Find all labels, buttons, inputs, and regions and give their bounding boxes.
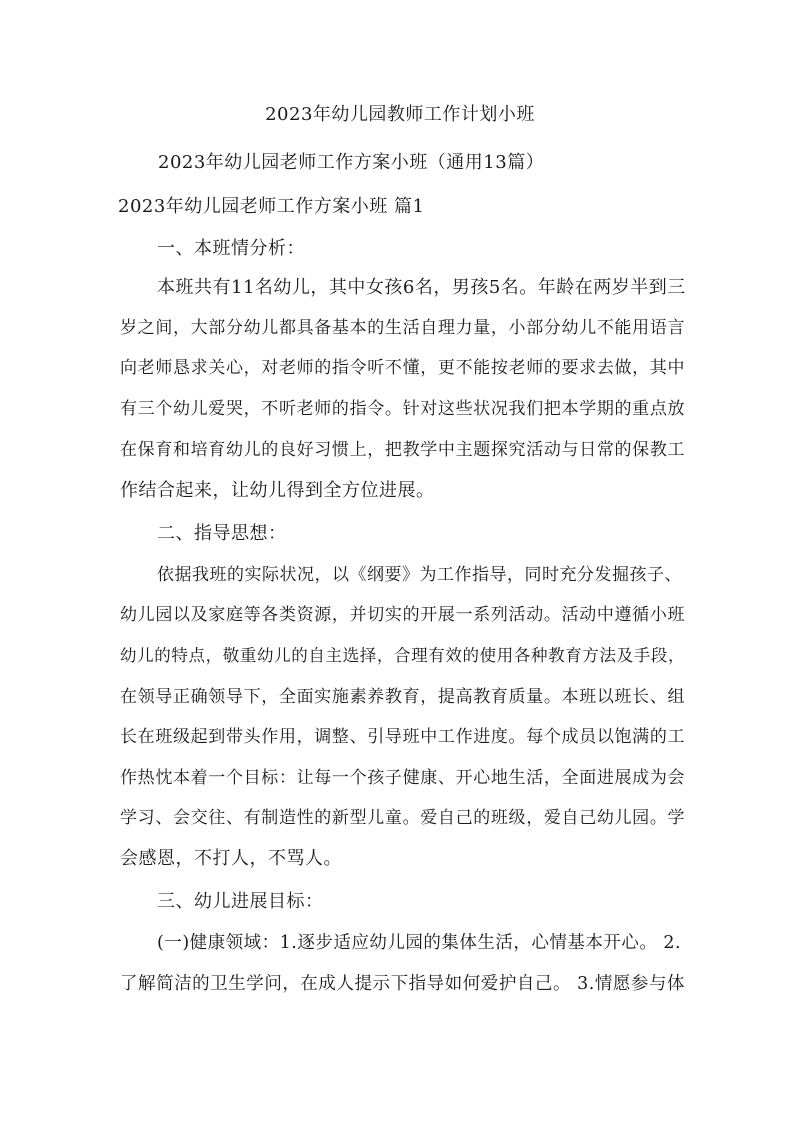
section1-line: 向老师恳求关心，对老师的指令听不懂，更不能按老师的要求去做，其中 [120, 358, 685, 378]
section2-line: 幼儿的特点，敬重幼儿的自主选择，合理有效的使用各种教育方法及手段， [120, 646, 685, 665]
document-title: 2023年幼儿园教师工作计划小班 [265, 104, 535, 125]
section1-line: 作结合起来，让幼儿得到全方位进展。 [120, 480, 435, 501]
section2-line: 学习、会交往、有制造性的新型儿童。爱自己的班级，爱自己幼儿园。学 [120, 808, 685, 828]
section2-line: 作热忱本着一个目标：让每一个孩子健康、开心地生活，全面进展成为会 [120, 768, 685, 788]
section1-line: 有三个幼儿爱哭，不听老师的指令。针对这些状况我们把本学期的重点放 [120, 399, 685, 419]
section2-line: 依据我班的实际状况，以《纲要》为工作指导，同时充分发掘孩子、 [157, 565, 682, 585]
section1-heading: 一、本班情分析： [157, 238, 305, 259]
document-subtitle: 2023年幼儿园老师工作方案小班（通用13篇） [158, 152, 545, 173]
section2-line: 在领导正确领导下，全面实施素养教育，提高教育质量。本班以班长、组 [120, 687, 685, 707]
section2-line: 长在班级起到带头作用，调整、引导班中工作进度。每个成员以饱满的工 [120, 727, 685, 747]
section1-line: 岁之间，大部分幼儿都具备基本的生活自理力量，小部分幼儿不能用语言 [120, 318, 685, 338]
section2-line: 幼儿园以及家庭等各类资源，并切实的开展一系列活动。活动中遵循小班 [120, 605, 685, 625]
section2-heading: 二、指导思想： [157, 523, 287, 544]
section1-line: 本班共有11名幼儿，其中女孩6名，男孩5名。年龄在两岁半到三 [157, 277, 686, 298]
section3-line: 了解简洁的卫生学问，在成人提示下指导如何爱护自己。 3.情愿参与体 [120, 974, 685, 994]
article-heading: 2023年幼儿园老师工作方案小班 篇1 [118, 196, 425, 217]
section2-line: 会感恩，不打人，不骂人。 [120, 848, 342, 869]
section1-line: 在保育和培育幼儿的良好习惯上，把教学中主题探究活动与日常的保教工 [120, 440, 685, 460]
section3-heading: 三、幼儿进展目标： [157, 891, 324, 912]
section3-line: (一)健康领域：1.逐步适应幼儿园的集体生活，心情基本开心。 2. [157, 933, 682, 953]
